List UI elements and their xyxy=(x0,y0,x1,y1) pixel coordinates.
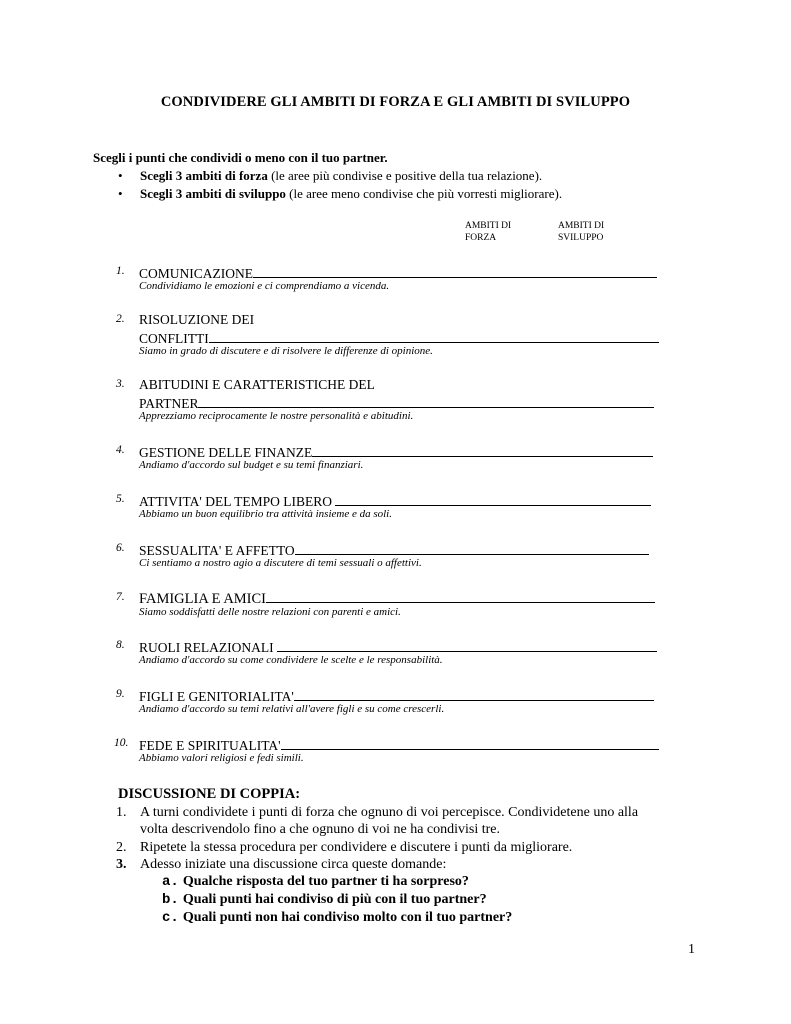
item-number: 8. xyxy=(116,639,125,651)
item-description: Andiamo d'accordo su temi relativi all'avere figli e su come crescerli. xyxy=(139,703,445,715)
item-description: Condividiamo le emozioni e ci comprendiamo a vicenda. xyxy=(139,280,390,292)
step-text: A turni condividete i punti di forza che ognuno di voi percepisce. Condividetene uno alla xyxy=(140,805,639,820)
bullet-forza xyxy=(118,168,542,184)
question-letter: c. xyxy=(162,910,179,926)
item-description: Ci sentiamo a nostro agio a discutere di temi sessuali o affettivi. xyxy=(139,557,422,569)
page-title: CONDIVIDERE GLI AMBITI DI FORZA E GLI AMBITI DI SVILUPPO xyxy=(160,94,631,110)
item-number: 3. xyxy=(116,378,125,390)
intro-text: Scegli i punti che condividi o meno con il tuo partner. xyxy=(93,150,388,165)
item-label: FIGLI E GENITORIALITA' xyxy=(139,689,294,704)
item-label: CONFLITTI xyxy=(139,331,209,346)
bullet-bold: Scegli 3 ambiti di sviluppo xyxy=(140,186,286,201)
item-number: 6. xyxy=(116,542,125,554)
item-number: 4. xyxy=(116,444,125,456)
question-text: Quali punti non hai condiviso molto con il tuo partner? xyxy=(182,910,513,925)
answer-line[interactable] xyxy=(277,637,657,652)
item-famiglia xyxy=(139,588,655,608)
page-number: 1 xyxy=(688,942,695,957)
item-description: Siamo soddisfatti delle nostre relazioni con parenti e amici. xyxy=(139,606,401,618)
bullet-icon: • xyxy=(118,168,123,183)
answer-line[interactable] xyxy=(266,588,655,603)
question-letter: b. xyxy=(162,892,179,908)
item-label: FEDE E SPIRITUALITA' xyxy=(139,738,281,753)
item-number: 10. xyxy=(114,737,129,749)
question-text: Quali punti hai condiviso di più con il tuo partner? xyxy=(182,892,487,907)
item-label: PARTNER xyxy=(139,396,199,411)
answer-line[interactable] xyxy=(209,328,659,343)
answer-line[interactable] xyxy=(294,686,654,701)
item-description: Abbiamo un buon equilibrio tra attività insieme e da soli. xyxy=(139,508,392,520)
bullet-rest: (le aree più condivise e positive della tua relazione). xyxy=(267,168,543,183)
item-risoluzione-label: RISOLUZIONE DEI xyxy=(139,312,255,327)
step-number: 2. xyxy=(116,840,127,855)
item-number: 5. xyxy=(116,493,125,505)
item-number: 9. xyxy=(116,688,125,700)
bullet-bold: Scegli 3 ambiti di forza xyxy=(140,168,268,183)
question-text: Qualche risposta del tuo partner ti ha sorpreso? xyxy=(182,874,469,889)
column-header-line: AMBITI DI xyxy=(465,221,512,231)
item-description: Apprezziamo reciprocamente le nostre personalità e abitudini. xyxy=(139,410,414,422)
item-number: 2. xyxy=(116,313,125,325)
column-header-forza xyxy=(465,220,511,244)
item-description: Siamo in grado di discutere e di risolvere le differenze di opinione. xyxy=(139,345,433,357)
answer-line[interactable] xyxy=(335,491,651,506)
bullet-icon: • xyxy=(118,186,123,201)
step-text: volta descrivendolo fino a che ognuno di voi ne ha condivisi tre. xyxy=(140,822,501,837)
item-number: 7. xyxy=(116,591,125,603)
column-header-line: FORZA xyxy=(465,233,497,243)
discussion-step xyxy=(116,839,573,856)
item-label: FAMIGLIA E AMICI xyxy=(139,591,267,607)
column-header-line: AMBITI DI xyxy=(558,221,605,231)
item-label: ATTIVITA' DEL TEMPO LIBERO xyxy=(139,494,336,509)
discussion-step xyxy=(116,804,639,838)
item-number: 1. xyxy=(116,265,125,277)
answer-line[interactable] xyxy=(198,393,654,408)
column-header-sviluppo xyxy=(558,220,604,244)
step-number: 1. xyxy=(116,805,127,820)
answer-line[interactable] xyxy=(281,735,659,750)
question-b xyxy=(162,892,487,908)
item-label: RUOLI RELAZIONALI xyxy=(139,640,277,655)
bullet-rest: (le aree meno condivise che più vorresti migliorare). xyxy=(285,186,563,201)
item-label: GESTIONE DELLE FINANZE xyxy=(139,445,313,460)
item-description: Andiamo d'accordo sul budget e su temi finanziari. xyxy=(139,459,364,471)
item-description: Abbiamo valori religiosi e fedi simili. xyxy=(139,752,304,764)
column-header-line: SVILUPPO xyxy=(558,233,604,243)
bullet-sviluppo xyxy=(118,186,562,202)
step-text: Ripetete la stessa procedura per condividere e discutere i punti da migliorare. xyxy=(140,840,573,855)
item-label: COMUNICAZIONE xyxy=(139,266,253,281)
step-text: Adesso iniziate una discussione circa queste domande: xyxy=(140,857,447,872)
question-letter: a. xyxy=(162,874,179,890)
answer-line[interactable] xyxy=(253,263,657,278)
item-abitudini-label: ABITUDINI E CARATTERISTICHE DEL xyxy=(139,377,375,392)
answer-line[interactable] xyxy=(295,540,649,555)
item-label: SESSUALITA' E AFFETTO xyxy=(139,543,295,558)
discussion-step xyxy=(116,856,447,873)
question-c xyxy=(162,910,512,926)
step-number: 3. xyxy=(116,857,127,872)
question-a xyxy=(162,874,469,890)
item-description: Andiamo d'accordo su come condividere le scelte e le responsabilità. xyxy=(139,654,443,666)
discussion-title: DISCUSSIONE DI COPPIA: xyxy=(118,786,301,802)
answer-line[interactable] xyxy=(312,442,653,457)
